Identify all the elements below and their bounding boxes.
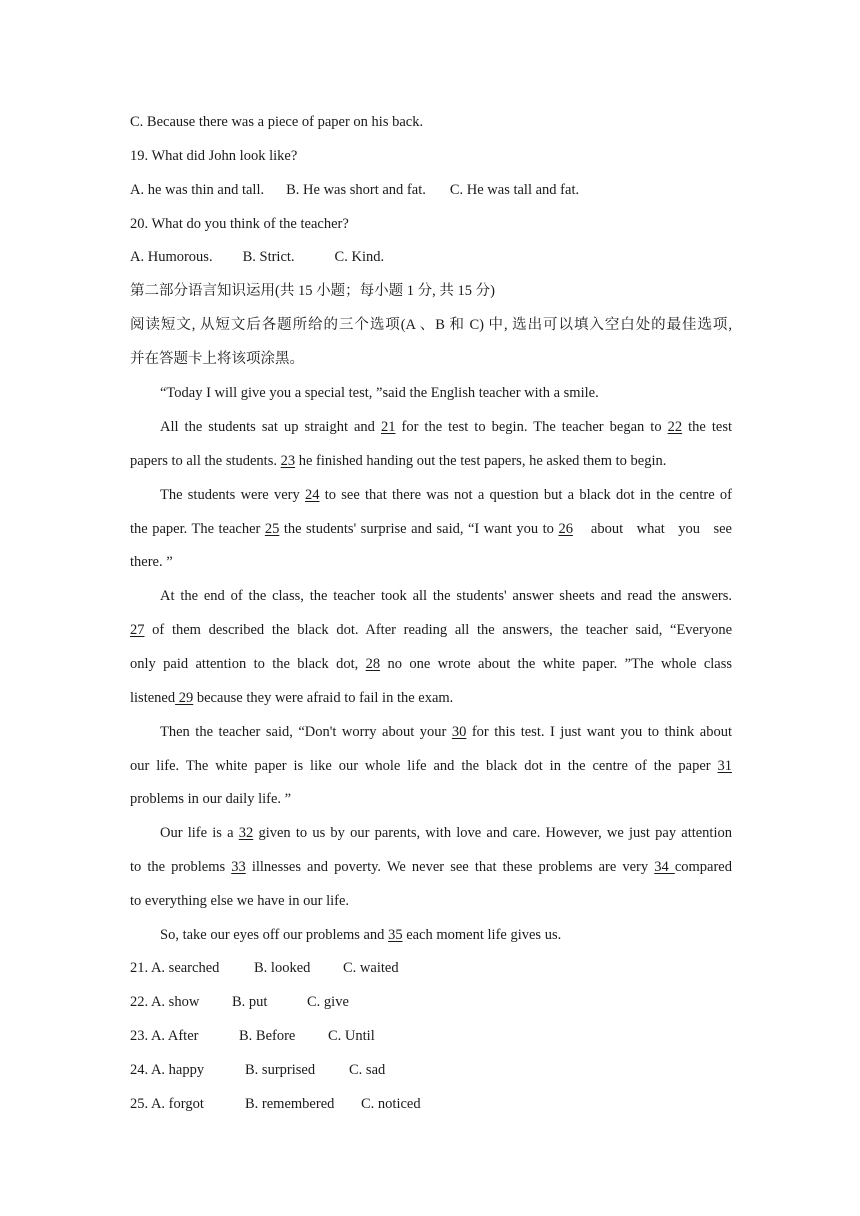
blank-29: 29 [175,690,194,706]
passage-line: At the end of the class, the teacher took all the students' answer sheets and read the answers. [160,588,732,604]
blank-28: 28 [365,656,381,672]
passage-line: So, take our eyes off our problems and 35 each moment life gives us. [160,927,562,943]
passage-line: papers to all the students. 23 he finished handing out the test papers, he asked them to begin. [130,453,667,469]
option-row: 21. A. searched B. looked C. waited [130,960,399,976]
option-row: 25. A. forgot B. remembered C. noticed [130,1096,421,1112]
q20-option-a: A. Humorous. [130,249,213,265]
passage-line: there. ” [130,554,173,570]
q19-question: 19. What did John look like? [130,148,298,164]
blank-25: 25 [264,521,280,537]
blank-23: 23 [280,453,296,469]
q18-option-c: C. Because there was a piece of paper on his back. [130,114,424,130]
q19-option-a: A. he was thin and tall. [130,182,265,198]
passage-line: to everything else we have in our life. [130,893,350,909]
blank-22: 22 [667,419,683,435]
passage-line: to the problems 33 illnesses and poverty. We never see that these problems are very 34 compared [130,859,732,875]
passage-line: The students were very 24 to see that there was not a question but a black dot in the centre of [160,487,732,503]
passage-line: Then the teacher said, “Don't worry about your 30 for this test. I just want you to think about [160,724,733,740]
q19-option-b: B. He was short and fat. [286,182,426,198]
blank-35: 35 [388,927,403,943]
blank-26: 26 [558,521,573,537]
option-row: 24. A. happy B. surprised C. sad [130,1062,386,1078]
passage-line: 27 of them described the black dot. After reading all the answers, the teacher said, “Everyone [130,622,732,638]
q20-option-c: C. Kind. [334,249,385,265]
q20-options [130,248,732,266]
blank-31: 31 [717,758,732,774]
q19-option-c: C. He was tall and fat. [449,182,580,198]
section-instruction-2: 并在答题卡上将该项涂黑。 [130,351,304,367]
passage-line: the paper. The teacher 25 the students' surprise and said, “I want you to 26 about what you see [130,521,732,537]
passage-line: All the students sat up straight and 21 for the test to begin. The teacher began to 22 the test [160,419,732,435]
blank-33: 33 [231,859,246,875]
blank-34: 34 [654,859,675,875]
blank-32: 32 [238,825,254,841]
passage-line: Our life is a 32 given to us by our parents, with love and care. However, we just pay attention [160,825,732,841]
passage-line: only paid attention to the black dot, 28 no one wrote about the white paper. ”The whole class [130,656,733,672]
passage-line: our life. The white paper is like our whole life and the black dot in the centre of the paper 31 [130,758,732,774]
q19-options [130,181,732,199]
section-title: 第二部分语言知识运用(共 15 小题；每小题 1 分, 共 15 分) [130,283,495,299]
passage-line: “Today I will give you a special test, ”said the English teacher with a smile. [160,385,599,401]
q20-option-b: B. Strict. [242,249,295,265]
q20-question: 20. What do you think of the teacher? [130,216,349,232]
option-row: 23. A. After B. Before C. Until [130,1028,375,1044]
blank-24: 24 [305,487,320,503]
blank-21: 21 [380,419,396,435]
option-row: 22. A. show B. put C. give [130,994,349,1010]
blank-27: 27 [130,622,145,638]
section-instruction-1: 阅读短文, 从短文后各题所给的三个选项(A 、B 和 C) 中, 选出可以填入空白处的最佳选项, [130,317,732,333]
passage-line: listened 29 because they were afraid to fail in the exam. [130,690,454,706]
blank-30: 30 [451,724,467,740]
passage-line: problems in our daily life. ” [130,791,292,807]
